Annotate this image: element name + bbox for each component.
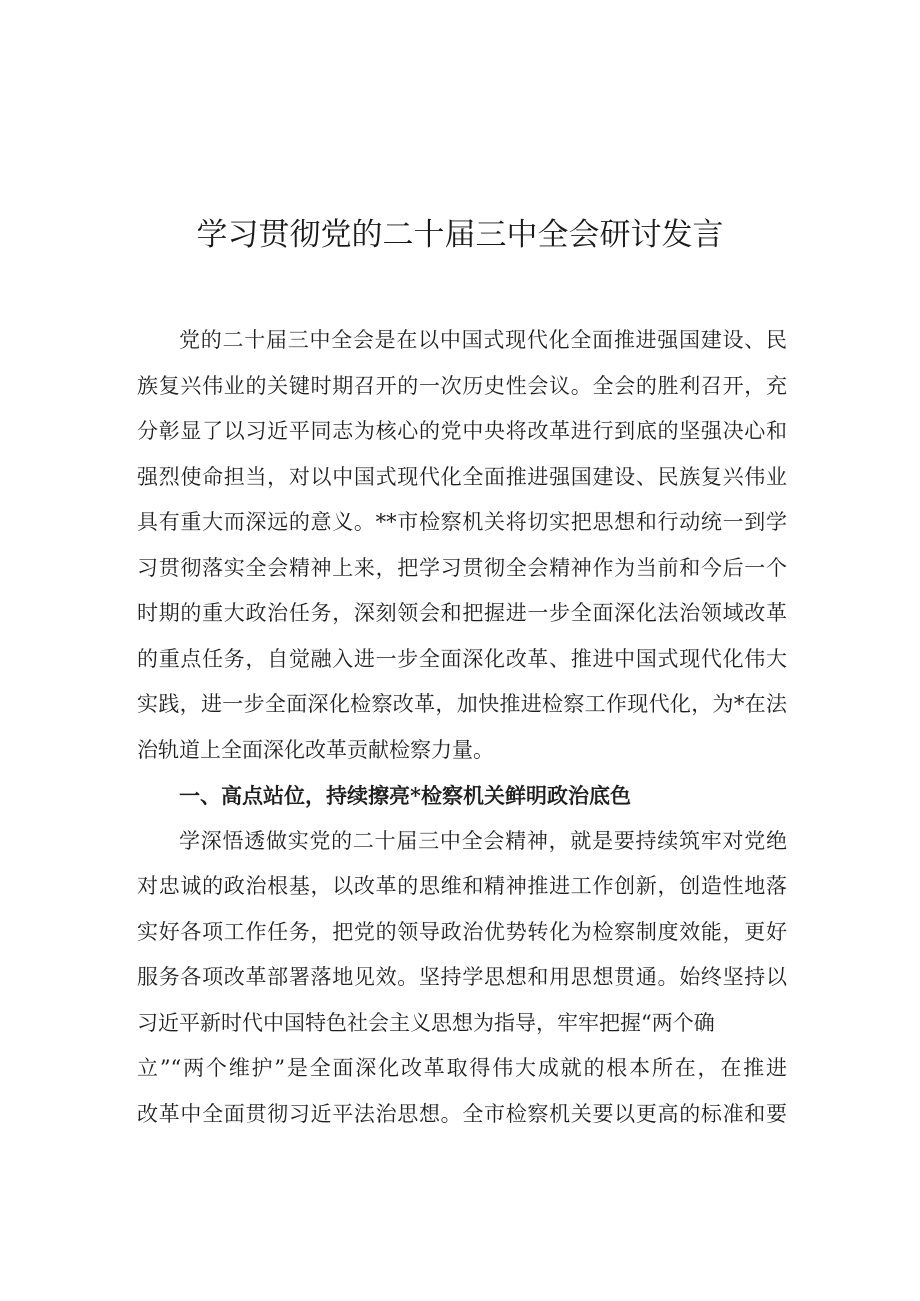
- paragraph-line: 具有重大而深远的意义。**市检察机关将切实把思想和行动统一到学: [137, 510, 787, 534]
- paragraph-line: 实践，进一步全面深化检察改革，加快推进检察工作现代化，为*在法: [137, 692, 787, 716]
- paragraph-line: 治轨道上全面深化改革贡献检察力量。: [137, 737, 494, 762]
- paragraph-line: 服务各项改革部署落地见效。坚持学思想和用思想贯通。始终坚持以: [137, 965, 787, 989]
- paragraph-line: 实好各项工作任务，把党的领导政治优势转化为检察制度效能，更好: [137, 919, 787, 944]
- paragraph-line: 改革中全面贯彻习近平法治思想。全市检察机关要以更高的标准和要: [137, 1101, 787, 1126]
- paragraph-line: 分彰显了以习近平同志为核心的党中央将改革进行到底的坚强决心和: [137, 419, 787, 443]
- document-body: [137, 318, 787, 1137]
- paragraph-line: 党的二十届三中全会是在以中国式现代化全面推进强国建设、民: [179, 328, 787, 352]
- paragraph-line: 习近平新时代中国特色社会主义思想为指导，牢牢把握“两个确: [137, 1010, 715, 1035]
- paragraph-line: 对忠诚的政治根基，以改革的思维和精神推进工作创新，创造性地落: [137, 874, 787, 898]
- paragraph-line: 强烈使命担当，对以中国式现代化全面推进强国建设、民族复兴伟业: [137, 464, 787, 489]
- paragraph-line: 族复兴伟业的关键时期召开的一次历史性会议。全会的胜利召开，充: [137, 373, 787, 398]
- paragraph-line: 时期的重大政治任务，深刻领会和把握进一步全面深化法治领域改革: [137, 601, 787, 625]
- section-heading: 一、高点站位，持续擦亮*检察机关鲜明政治底色: [179, 783, 631, 808]
- paragraph-line: 的重点任务，自觉融入进一步全面深化改革、推进中国式现代化伟大: [137, 646, 787, 671]
- paragraph-line: 学深悟透做实党的二十届三中全会精神，就是要持续筑牢对党绝: [179, 828, 787, 853]
- paragraph-line: 立”“两个维护”是全面深化改革取得伟大成就的根本所在，在推进: [137, 1056, 787, 1080]
- paragraph-line: 习贯彻落实全会精神上来，把学习贯彻全会精神作为当前和今后一个: [137, 555, 787, 580]
- document-title: 学习贯彻党的二十届三中全会研讨发言: [196, 217, 724, 253]
